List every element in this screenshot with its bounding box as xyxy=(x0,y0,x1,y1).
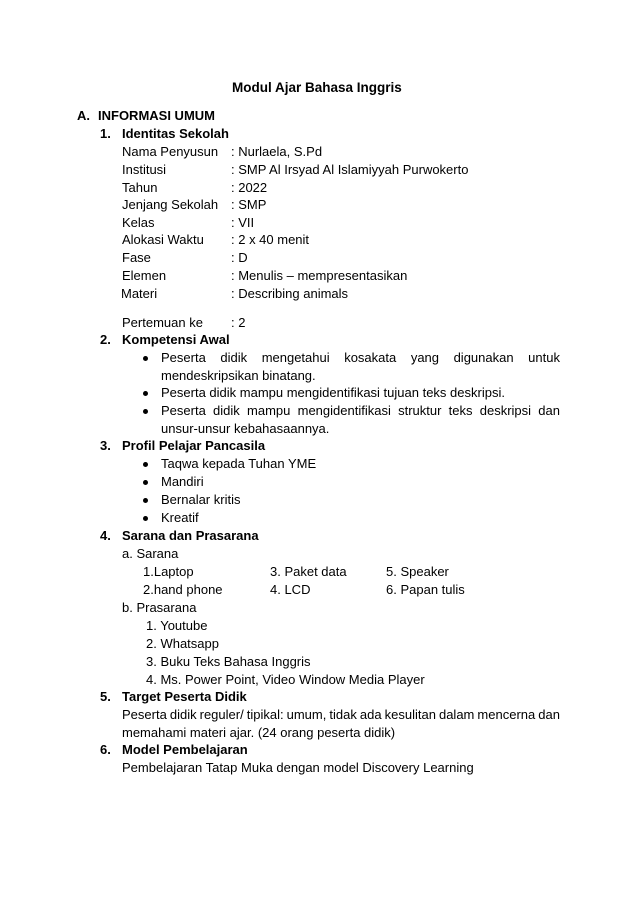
identitas-value: : SMP Al Irsyad Al Islamiyyah Purwokerto xyxy=(231,162,469,177)
word: umum, xyxy=(286,707,327,722)
word: kosakata xyxy=(344,350,397,365)
profil-item: Taqwa kepada Tuhan YME xyxy=(161,456,317,471)
prasarana-item: 3. Buku Teks Bahasa Inggris xyxy=(146,654,311,669)
word: kesulitan xyxy=(384,707,436,722)
sarana-item: 2.hand phone xyxy=(143,582,223,597)
sarana-item: 4. LCD xyxy=(270,582,311,597)
kompetensi-bullet-continuation: unsur-unsur kebahasaannya. xyxy=(161,421,330,436)
identitas-value: : Nurlaela, S.Pd xyxy=(231,144,323,159)
sarana-heading: Sarana dan Prasarana xyxy=(122,528,259,543)
target-text-line xyxy=(122,707,560,723)
word: dan xyxy=(538,707,560,722)
item-number: 6. xyxy=(100,742,111,757)
word: teks xyxy=(448,403,473,418)
identitas-label: Pertemuan ke xyxy=(122,315,203,330)
sarana-item: 5. Speaker xyxy=(386,564,449,579)
word: yang xyxy=(410,350,440,365)
prasarana-item: 1. Youtube xyxy=(146,618,208,633)
item-number: 2. xyxy=(100,332,111,347)
kompetensi-bullet-line xyxy=(161,403,560,419)
word: deskripsi xyxy=(479,403,532,418)
word: dalam xyxy=(438,707,475,722)
word: tidak xyxy=(329,707,357,722)
word: untuk xyxy=(528,350,560,365)
kompetensi-bullet-text: Peserta didik mampu mengidentifikasi tujuan teks deskripsi. xyxy=(161,385,505,400)
profil-item: Kreatif xyxy=(161,510,199,525)
profil-item: Mandiri xyxy=(161,474,204,489)
identitas-label: Nama Penyusun xyxy=(122,144,219,159)
word: tipikal: xyxy=(246,707,284,722)
word: didik xyxy=(213,403,240,418)
page-title: Modul Ajar Bahasa Inggris xyxy=(232,80,402,95)
prasarana-sublabel: b. Prasarana xyxy=(122,600,197,615)
kompetensi-bullet-continuation: mendeskripsikan binatang. xyxy=(161,368,316,383)
bullet-icon xyxy=(143,462,148,467)
bullet-icon xyxy=(143,498,148,503)
prasarana-item: 4. Ms. Power Point, Video Window Media Player xyxy=(146,672,425,687)
identitas-label: Jenjang Sekolah xyxy=(122,197,219,212)
bullet-icon xyxy=(143,409,148,414)
item-number: 1. xyxy=(100,126,111,141)
identitas-label: Kelas xyxy=(122,215,155,230)
kompetensi-bullet-line xyxy=(161,350,560,366)
word: struktur xyxy=(398,403,442,418)
word: Peserta xyxy=(161,350,206,365)
identitas-value: : 2 xyxy=(231,315,246,330)
word: mencerna xyxy=(477,707,536,722)
item-number: 5. xyxy=(100,689,111,704)
identitas-heading: Identitas Sekolah xyxy=(122,126,229,141)
bullet-icon xyxy=(143,391,148,396)
sarana-item: 3. Paket data xyxy=(270,564,347,579)
model-text: Pembelajaran Tatap Muka dengan model Discovery Learning xyxy=(122,760,474,775)
sarana-item: 6. Papan tulis xyxy=(386,582,465,597)
identitas-label: Alokasi Waktu xyxy=(122,232,204,247)
identitas-label: Elemen xyxy=(122,268,167,283)
word: dan xyxy=(538,403,560,418)
identitas-value: : D xyxy=(231,250,248,265)
identitas-value: : VII xyxy=(231,215,255,230)
word: mengetahui xyxy=(261,350,330,365)
word: mampu xyxy=(247,403,291,418)
sarana-item: 1.Laptop xyxy=(143,564,194,579)
sarana-sublabel: a. Sarana xyxy=(122,546,179,561)
word: mengidentifikasi xyxy=(297,403,391,418)
item-number: 3. xyxy=(100,438,111,453)
identitas-label: Fase xyxy=(122,250,151,265)
identitas-value: : Menulis – mempresentasikan xyxy=(231,268,408,283)
identitas-label: Tahun xyxy=(122,180,158,195)
section-marker: A. xyxy=(77,108,90,123)
identitas-label: Institusi xyxy=(122,162,167,177)
target-heading: Target Peserta Didik xyxy=(122,689,247,704)
word: ada xyxy=(359,707,382,722)
identitas-value: : Describing animals xyxy=(231,286,349,301)
word: didik xyxy=(169,707,197,722)
word: reguler/ xyxy=(199,707,244,722)
item-number: 4. xyxy=(100,528,111,543)
identitas-value: : 2 x 40 menit xyxy=(231,232,310,247)
profil-heading: Profil Pelajar Pancasila xyxy=(122,438,266,453)
model-heading: Model Pembelajaran xyxy=(122,742,248,757)
word: Peserta xyxy=(122,707,167,722)
profil-item: Bernalar kritis xyxy=(161,492,241,507)
kompetensi-heading: Kompetensi Awal xyxy=(122,332,230,347)
section-heading: INFORMASI UMUM xyxy=(98,108,215,123)
bullet-icon xyxy=(143,356,148,361)
identitas-label: Materi xyxy=(121,286,158,301)
identitas-value: : 2022 xyxy=(231,180,268,195)
identitas-value: : SMP xyxy=(231,197,267,212)
word: digunakan xyxy=(453,350,514,365)
word: didik xyxy=(220,350,248,365)
prasarana-item: 2. Whatsapp xyxy=(146,636,219,651)
word: Peserta xyxy=(161,403,206,418)
target-text-continuation: memahami materi ajar. (24 orang peserta didik) xyxy=(122,725,396,740)
bullet-icon xyxy=(143,480,148,485)
bullet-icon xyxy=(143,516,148,521)
